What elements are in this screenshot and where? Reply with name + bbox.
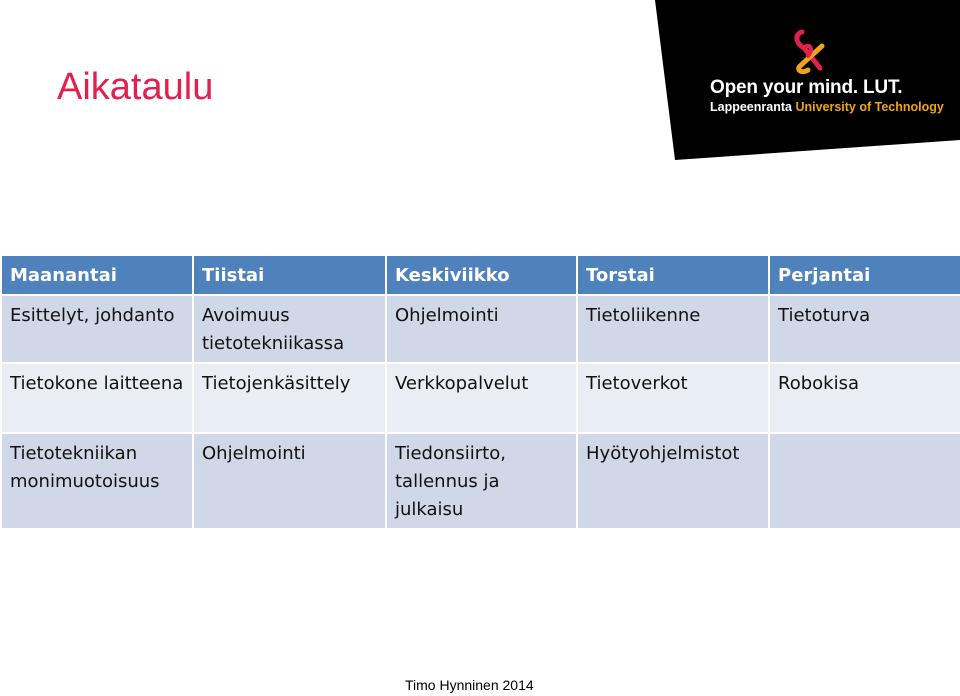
schedule-table [0, 254, 960, 530]
lut-logo-icon [790, 28, 830, 74]
brand-subtitle-part2: University of Technology [795, 100, 944, 114]
table-cell: Tietotekniikan monimuotoisuus [1, 433, 193, 529]
table-row [1, 433, 960, 529]
slide-footer: Timo Hynninen 2014 [405, 677, 534, 693]
table-cell: Ohjelmointi [386, 295, 577, 363]
brand-tagline: Open your mind. LUT. [710, 77, 903, 98]
table-cell: Tiedonsiirto, tallennus ja julkaisu [386, 433, 577, 529]
table-cell: Ohjelmointi [193, 433, 386, 529]
table-cell: Avoimuus tietotekniikassa [193, 295, 386, 363]
table-cell [769, 433, 960, 529]
header-cell: Maanantai [1, 255, 193, 295]
table-cell: Tietoverkot [577, 363, 769, 433]
header-cell: Torstai [577, 255, 769, 295]
table-header-row [1, 255, 960, 295]
table-cell: Esittelyt, johdanto [1, 295, 193, 363]
header-cell: Perjantai [769, 255, 960, 295]
table-row [1, 363, 960, 433]
header-cell: Keskiviikko [386, 255, 577, 295]
table-cell: Tietoliikenne [577, 295, 769, 363]
table-row [1, 295, 960, 363]
table-cell: Tietojenkäsittely [193, 363, 386, 433]
table-cell: Tietoturva [769, 295, 960, 363]
slide-title: Aikataulu [57, 66, 214, 108]
table-cell: Hyötyohjelmistot [577, 433, 769, 529]
table-cell: Tietokone laitteena [1, 363, 193, 433]
brand-subtitle-part1: Lappeenranta [710, 100, 796, 114]
table-cell: Verkkopalvelut [386, 363, 577, 433]
header-cell: Tiistai [193, 255, 386, 295]
table-cell: Robokisa [769, 363, 960, 433]
brand-subtitle [710, 100, 944, 114]
